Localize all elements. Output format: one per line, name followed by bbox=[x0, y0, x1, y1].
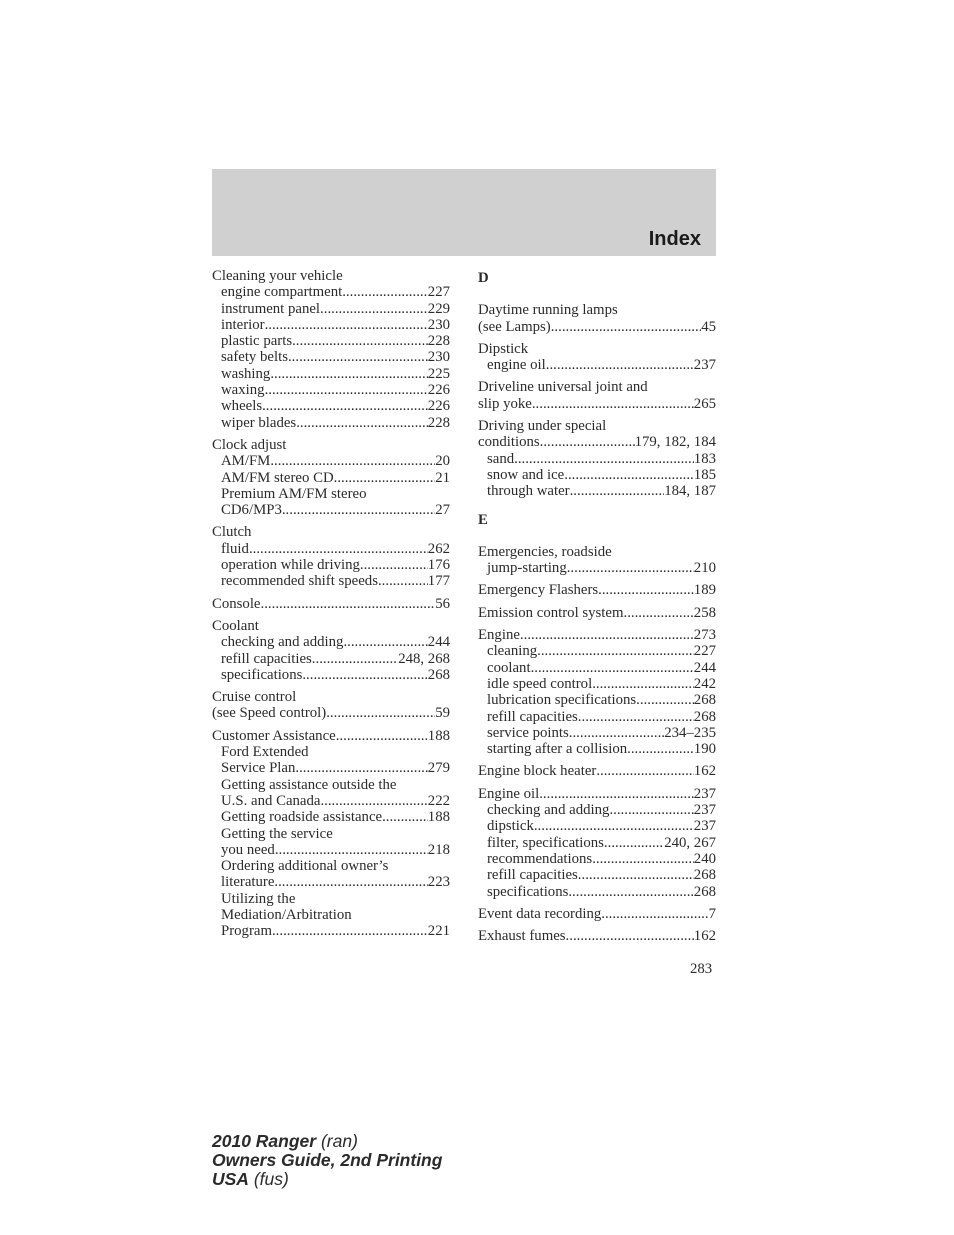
entry-label: Clutch bbox=[212, 524, 252, 541]
index-section-letter: E bbox=[478, 511, 488, 528]
dot-leader bbox=[578, 867, 694, 883]
entry-label: Cruise control bbox=[212, 689, 297, 706]
page-reference: 268 bbox=[693, 883, 716, 900]
index-subentry-line bbox=[478, 660, 716, 676]
dot-leader bbox=[288, 349, 428, 365]
index-column-left bbox=[212, 268, 450, 946]
index-subentry-line bbox=[478, 851, 716, 867]
dot-leader bbox=[539, 786, 694, 802]
page-reference: 258 bbox=[693, 604, 716, 621]
page-reference: 190 bbox=[693, 741, 716, 758]
page-reference: 188 bbox=[427, 809, 450, 826]
index-entry bbox=[478, 544, 716, 577]
entry-label: washing bbox=[221, 365, 271, 382]
page-reference: 228 bbox=[427, 333, 450, 350]
index-subentry-line bbox=[478, 709, 716, 725]
entry-label: Event data recording bbox=[478, 905, 602, 922]
entry-label: Emergency Flashers bbox=[478, 582, 599, 599]
dot-leader bbox=[270, 453, 435, 469]
dot-leader bbox=[570, 483, 665, 499]
footer bbox=[212, 1132, 442, 1189]
page-reference: 234–235 bbox=[664, 724, 716, 741]
page-reference: 226 bbox=[427, 398, 450, 415]
entry-label: dipstick bbox=[487, 818, 534, 835]
index-entry-line bbox=[212, 437, 450, 453]
index-column-right bbox=[478, 268, 716, 950]
entry-label: coolant bbox=[487, 659, 531, 676]
page-reference: 56 bbox=[435, 595, 450, 612]
entry-label: CD6/MP3 bbox=[221, 502, 282, 519]
entry-label: Console bbox=[212, 595, 261, 612]
dot-leader bbox=[564, 467, 694, 483]
index-subentry-line bbox=[212, 651, 450, 667]
index-subentry-line bbox=[212, 842, 450, 858]
dot-leader bbox=[540, 434, 635, 450]
index-entry bbox=[478, 763, 716, 779]
index-subentry-line bbox=[212, 502, 450, 518]
entry-label: Daytime running lamps bbox=[478, 302, 618, 319]
entry-label: refill capacities bbox=[221, 650, 312, 667]
index-entry-line bbox=[478, 302, 716, 318]
index-subentry-line bbox=[212, 486, 450, 502]
footer-region: USA bbox=[212, 1169, 249, 1189]
page-reference: 210 bbox=[693, 560, 716, 577]
index-subentry-line bbox=[212, 470, 450, 486]
index-subentry-line bbox=[212, 793, 450, 809]
index-entry bbox=[212, 618, 450, 683]
entry-label: service points bbox=[487, 724, 569, 741]
dot-leader bbox=[265, 317, 428, 333]
page-reference: 244 bbox=[693, 659, 716, 676]
entry-label: snow and ice bbox=[487, 466, 565, 483]
entry-label: operation while driving bbox=[221, 557, 360, 574]
entry-label: lubrication specifications bbox=[487, 692, 637, 709]
index-entry bbox=[212, 728, 450, 940]
dot-leader bbox=[551, 319, 701, 335]
entry-label: Exhaust fumes bbox=[478, 928, 566, 945]
dot-leader bbox=[249, 541, 428, 557]
entry-label: Dipstick bbox=[478, 340, 529, 357]
index-subentry-line bbox=[478, 835, 716, 851]
index-entry-line bbox=[478, 379, 716, 395]
index-entry-line bbox=[478, 605, 716, 621]
page-reference: 183 bbox=[693, 450, 716, 467]
page-reference: 185 bbox=[693, 466, 716, 483]
entry-label: cleaning bbox=[487, 643, 538, 660]
entry-label: checking and adding bbox=[487, 802, 610, 819]
index-entry bbox=[478, 627, 716, 757]
entry-label: filter, specifications bbox=[487, 834, 604, 851]
index-subentry-line bbox=[212, 907, 450, 923]
index-entry bbox=[478, 418, 716, 499]
entry-label: you need bbox=[221, 841, 275, 858]
page-reference: 237 bbox=[693, 802, 716, 819]
entry-label: Driving under special bbox=[478, 418, 607, 435]
index-entry bbox=[478, 302, 716, 335]
page-reference: 218 bbox=[427, 841, 450, 858]
dot-leader bbox=[320, 793, 427, 809]
dot-leader bbox=[360, 557, 428, 573]
entry-label: Premium AM/FM stereo bbox=[221, 485, 367, 502]
page-reference: 176 bbox=[427, 557, 450, 574]
dot-leader bbox=[624, 605, 694, 621]
entry-label: literature bbox=[221, 874, 275, 891]
index-subentry-line bbox=[478, 802, 716, 818]
index-subentry-line bbox=[212, 826, 450, 842]
entry-label: Ordering additional owner’s bbox=[221, 858, 389, 875]
index-entry bbox=[478, 906, 716, 922]
page-reference: 268 bbox=[693, 708, 716, 725]
page-reference: 273 bbox=[693, 627, 716, 644]
entry-label: wiper blades bbox=[221, 414, 297, 431]
dot-leader bbox=[609, 802, 693, 818]
page-reference: 268 bbox=[693, 867, 716, 884]
page-reference: 177 bbox=[427, 573, 450, 590]
entry-label: through water bbox=[487, 483, 570, 500]
entry-label: safety belts bbox=[221, 349, 288, 366]
entry-label: Engine bbox=[478, 627, 520, 644]
index-entry-line bbox=[478, 319, 716, 335]
index-entry-line bbox=[212, 689, 450, 705]
dot-leader bbox=[295, 760, 427, 776]
entry-label: specifications bbox=[487, 883, 569, 900]
index-subentry-line bbox=[212, 382, 450, 398]
page-reference: 244 bbox=[427, 634, 450, 651]
dot-leader bbox=[596, 763, 693, 779]
index-subentry-line bbox=[212, 573, 450, 589]
entry-label: Getting assistance outside the bbox=[221, 776, 397, 793]
index-section-letter: D bbox=[478, 270, 489, 286]
entry-label: (see Speed control) bbox=[212, 705, 327, 722]
page-reference: 222 bbox=[427, 792, 450, 809]
index-subentry-line bbox=[478, 676, 716, 692]
entry-label: refill capacities bbox=[487, 708, 578, 725]
index-entry-line bbox=[478, 418, 716, 434]
dot-leader bbox=[292, 333, 428, 349]
index-entry-line bbox=[478, 341, 716, 357]
page-reference: 162 bbox=[693, 928, 716, 945]
entry-label: AM/FM stereo CD bbox=[221, 469, 334, 486]
dot-leader bbox=[531, 660, 694, 676]
page-reference: 179, 182, 184 bbox=[634, 434, 716, 451]
index-entry-line bbox=[212, 596, 450, 612]
page-reference: 240 bbox=[693, 850, 716, 867]
entry-label: Customer Assistance bbox=[212, 727, 336, 744]
dot-leader bbox=[382, 809, 428, 825]
dot-leader bbox=[534, 818, 694, 834]
dot-leader bbox=[604, 835, 664, 851]
index-subentry-line bbox=[478, 692, 716, 708]
entry-label: starting after a collision bbox=[487, 741, 628, 758]
index-subentry-line bbox=[212, 923, 450, 939]
index-entry-line bbox=[212, 268, 450, 284]
index-entry bbox=[212, 268, 450, 431]
index-subentry-line bbox=[212, 634, 450, 650]
entry-label: U.S. and Canada bbox=[221, 792, 321, 809]
entry-label: Emission control system bbox=[478, 604, 624, 621]
index-subentry-line bbox=[212, 874, 450, 890]
entry-label: conditions bbox=[478, 434, 540, 451]
dot-leader bbox=[568, 884, 693, 900]
page-reference: 229 bbox=[427, 300, 450, 317]
index-entry bbox=[478, 605, 716, 621]
index-subentry-line bbox=[212, 809, 450, 825]
footer-guide: Owners Guide, 2nd Printing bbox=[212, 1150, 443, 1170]
dot-leader bbox=[514, 451, 694, 467]
entry-label: recommended shift speeds bbox=[221, 573, 378, 590]
entry-label: Clock adjust bbox=[212, 436, 287, 453]
dot-leader bbox=[592, 851, 694, 867]
index-subentry-line bbox=[212, 366, 450, 382]
index-subentry-line bbox=[212, 777, 450, 793]
entry-label: jump-starting bbox=[487, 560, 567, 577]
dot-leader bbox=[326, 705, 435, 721]
index-entry bbox=[478, 341, 716, 374]
index-subentry-line bbox=[212, 541, 450, 557]
entry-label: Emergencies, roadside bbox=[478, 543, 612, 560]
page-reference: 21 bbox=[435, 469, 450, 486]
page-title: Index bbox=[648, 228, 701, 250]
index-entry-line bbox=[478, 582, 716, 598]
page-reference: 188 bbox=[427, 727, 450, 744]
entry-label: instrument panel bbox=[221, 300, 321, 317]
dot-leader bbox=[532, 396, 694, 412]
page-reference: 7 bbox=[708, 905, 716, 922]
entry-label: fluid bbox=[221, 540, 249, 557]
index-subentry-line bbox=[212, 301, 450, 317]
index-subentry-line bbox=[212, 398, 450, 414]
index-entry bbox=[212, 437, 450, 518]
dot-leader bbox=[282, 502, 435, 518]
dot-leader bbox=[601, 906, 708, 922]
entry-label: Ford Extended bbox=[221, 744, 309, 761]
entry-label: Engine block heater bbox=[478, 763, 597, 780]
entry-label: Getting the service bbox=[221, 825, 333, 842]
index-subentry-line bbox=[478, 818, 716, 834]
index-entry-line bbox=[212, 705, 450, 721]
index-subentry-line bbox=[212, 891, 450, 907]
page-reference: 45 bbox=[701, 318, 716, 335]
entry-label: Coolant bbox=[212, 617, 259, 634]
page-reference: 279 bbox=[427, 760, 450, 777]
entry-label: plastic parts bbox=[221, 333, 293, 350]
entry-label: engine compartment bbox=[221, 284, 343, 301]
index-subentry-line bbox=[212, 453, 450, 469]
entry-label: waxing bbox=[221, 382, 265, 399]
dot-leader bbox=[272, 923, 428, 939]
footer-model-code: (ran) bbox=[320, 1131, 358, 1151]
dot-leader bbox=[343, 634, 427, 650]
page-reference: 237 bbox=[693, 818, 716, 835]
entry-label: sand bbox=[487, 450, 515, 467]
index-entry-line bbox=[478, 786, 716, 802]
dot-leader bbox=[342, 284, 428, 300]
index-entry-line bbox=[478, 763, 716, 779]
index-entry bbox=[212, 689, 450, 722]
index-subentry-line bbox=[478, 451, 716, 467]
index-subentry-line bbox=[212, 744, 450, 760]
page-reference: 223 bbox=[427, 874, 450, 891]
index-entry-line bbox=[478, 906, 716, 922]
dot-leader bbox=[302, 667, 427, 683]
index-entry bbox=[478, 582, 716, 598]
index-subentry-line bbox=[212, 317, 450, 333]
index-entry bbox=[478, 379, 716, 412]
index-entry-line bbox=[478, 928, 716, 944]
index-subentry-line bbox=[478, 867, 716, 883]
index-entry-line bbox=[212, 618, 450, 634]
entry-label: Utilizing the bbox=[221, 890, 296, 907]
page-reference: 268 bbox=[693, 692, 716, 709]
dot-leader bbox=[378, 573, 428, 589]
index-subentry-line bbox=[212, 415, 450, 431]
index-subentry-line bbox=[478, 725, 716, 741]
dot-leader bbox=[520, 627, 694, 643]
dot-leader bbox=[262, 398, 428, 414]
dot-leader bbox=[569, 725, 664, 741]
page-reference: 230 bbox=[427, 316, 450, 333]
page-reference: 184, 187 bbox=[664, 483, 716, 500]
header-band bbox=[212, 169, 716, 256]
index-subentry-line bbox=[212, 333, 450, 349]
index-subentry-line bbox=[478, 483, 716, 499]
index-entry-line bbox=[478, 434, 716, 450]
entry-label: (see Lamps) bbox=[478, 318, 551, 335]
dot-leader bbox=[537, 643, 694, 659]
page-reference: 20 bbox=[435, 453, 450, 470]
dot-leader bbox=[270, 366, 427, 382]
dot-leader bbox=[320, 301, 428, 317]
page-reference: 225 bbox=[427, 365, 450, 382]
page-reference: 27 bbox=[435, 502, 450, 519]
index-entry-line bbox=[212, 728, 450, 744]
page-reference: 162 bbox=[693, 763, 716, 780]
index-subentry-line bbox=[212, 667, 450, 683]
index-entry bbox=[212, 596, 450, 612]
dot-leader bbox=[627, 741, 694, 757]
page-reference: 230 bbox=[427, 349, 450, 366]
page-reference: 242 bbox=[693, 675, 716, 692]
page-reference: 237 bbox=[693, 785, 716, 802]
dot-leader bbox=[312, 651, 398, 667]
index-subentry-line bbox=[212, 349, 450, 365]
dot-leader bbox=[578, 709, 694, 725]
dot-leader bbox=[296, 415, 428, 431]
page-reference: 262 bbox=[427, 540, 450, 557]
entry-label: Driveline universal joint and bbox=[478, 379, 648, 396]
index-entry-line bbox=[478, 396, 716, 412]
page-reference: 237 bbox=[693, 357, 716, 374]
footer-region-code: (fus) bbox=[253, 1169, 289, 1189]
index-entry bbox=[212, 524, 450, 589]
entry-label: Cleaning your vehicle bbox=[212, 268, 343, 284]
entry-label: specifications bbox=[221, 666, 303, 683]
dot-leader bbox=[598, 582, 694, 598]
entry-label: AM/FM bbox=[221, 453, 271, 470]
dot-leader bbox=[636, 692, 694, 708]
entry-label: Engine oil bbox=[478, 785, 540, 802]
dot-leader bbox=[274, 874, 427, 890]
index-subentry-line bbox=[478, 467, 716, 483]
index-subentry-line bbox=[212, 760, 450, 776]
entry-label: Mediation/Arbitration bbox=[221, 906, 352, 923]
dot-leader bbox=[261, 596, 436, 612]
index-subentry-line bbox=[212, 557, 450, 573]
page-reference: 265 bbox=[693, 395, 716, 412]
dot-leader bbox=[265, 382, 428, 398]
dot-leader bbox=[592, 676, 694, 692]
page-reference: 221 bbox=[427, 923, 450, 940]
footer-model: 2010 Ranger bbox=[212, 1131, 317, 1151]
page-reference: 227 bbox=[427, 284, 450, 301]
page-reference: 248, 268 bbox=[398, 650, 450, 667]
entry-label: recommendations bbox=[487, 850, 593, 867]
entry-label: Program bbox=[221, 923, 272, 940]
entry-label: slip yoke bbox=[478, 395, 532, 412]
dot-leader bbox=[546, 357, 694, 373]
page-reference: 226 bbox=[427, 382, 450, 399]
page-reference: 59 bbox=[435, 705, 450, 722]
entry-label: refill capacities bbox=[487, 867, 578, 884]
entry-label: checking and adding bbox=[221, 634, 344, 651]
entry-label: interior bbox=[221, 316, 265, 333]
index-subentry-line bbox=[212, 284, 450, 300]
entry-label: engine oil bbox=[487, 357, 546, 374]
index-subentry-line bbox=[478, 741, 716, 757]
index-subentry-line bbox=[478, 560, 716, 576]
dot-leader bbox=[567, 560, 694, 576]
index-entry-line bbox=[478, 627, 716, 643]
page-reference: 240, 267 bbox=[664, 834, 716, 851]
index-subentry-line bbox=[478, 884, 716, 900]
index-entry bbox=[478, 928, 716, 944]
page-reference: 268 bbox=[427, 666, 450, 683]
entry-label: idle speed control bbox=[487, 675, 593, 692]
page-reference: 228 bbox=[427, 414, 450, 431]
page-number: 283 bbox=[690, 961, 713, 977]
dot-leader bbox=[275, 842, 428, 858]
page-reference: 189 bbox=[693, 582, 716, 599]
dot-leader bbox=[334, 470, 436, 486]
dot-leader bbox=[336, 728, 428, 744]
index-entry-line bbox=[478, 544, 716, 560]
index-entry-line bbox=[212, 524, 450, 540]
index-entry bbox=[478, 786, 716, 900]
entry-label: Service Plan bbox=[221, 760, 296, 777]
entry-label: wheels bbox=[221, 398, 263, 415]
index-subentry-line bbox=[478, 357, 716, 373]
index-subentry-line bbox=[212, 858, 450, 874]
dot-leader bbox=[566, 928, 694, 944]
entry-label: Getting roadside assistance bbox=[221, 809, 383, 826]
page-reference: 227 bbox=[693, 643, 716, 660]
index-subentry-line bbox=[478, 643, 716, 659]
